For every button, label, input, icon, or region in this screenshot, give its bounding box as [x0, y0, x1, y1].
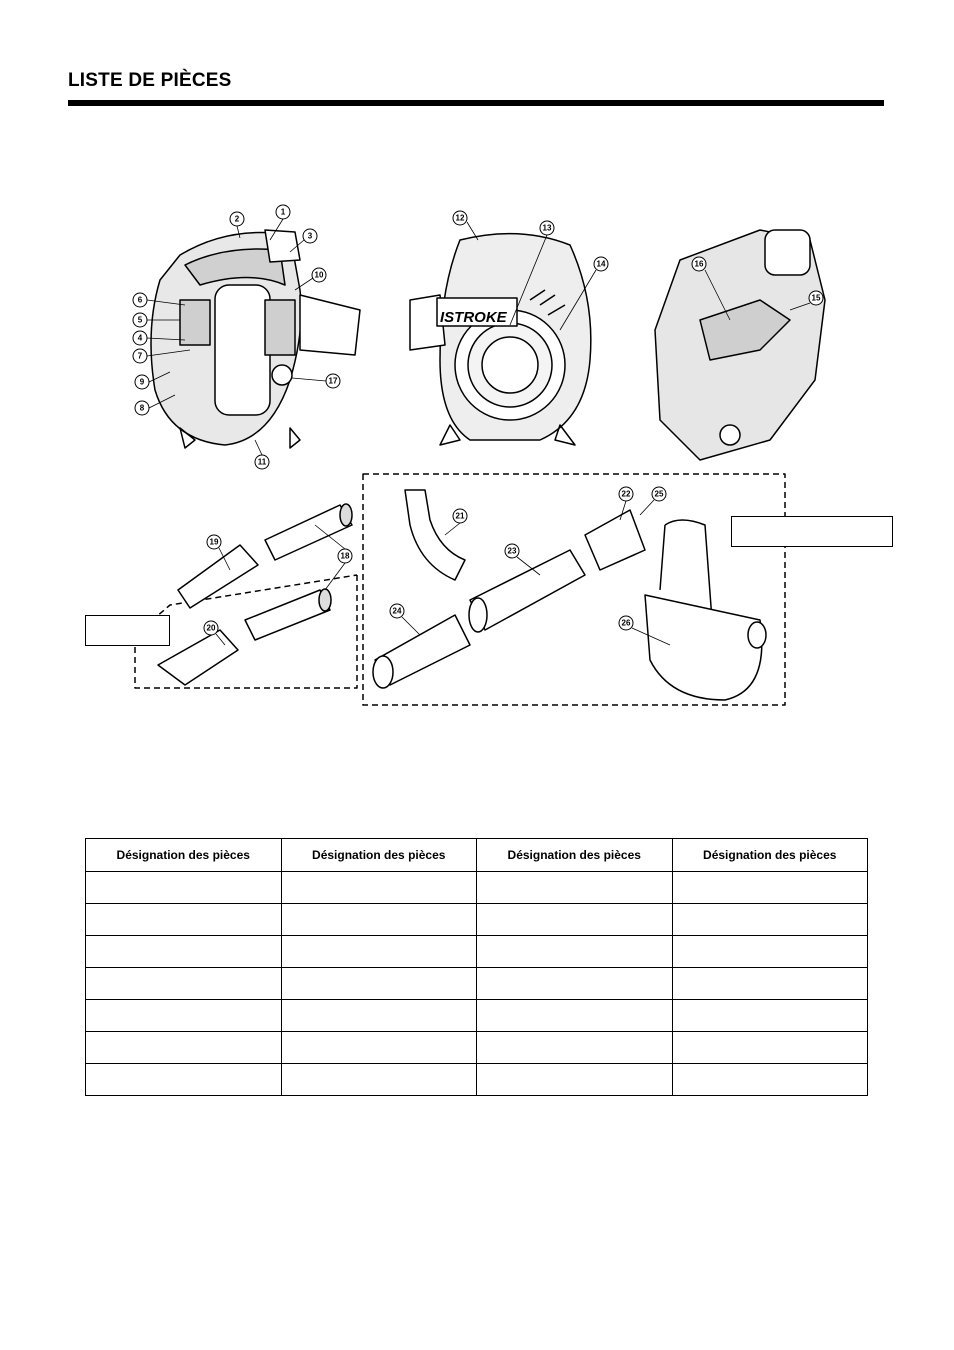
- svg-text:23: 23: [507, 546, 517, 556]
- table-row: [86, 1032, 868, 1064]
- column-header: Désignation des pièces: [672, 839, 868, 872]
- table-cell: [477, 1032, 673, 1064]
- svg-text:16: 16: [694, 259, 704, 269]
- vacuum-kit-parts: [373, 490, 766, 700]
- svg-text:1: 1: [280, 207, 286, 217]
- callout-1: [276, 205, 290, 219]
- table-cell: [672, 968, 868, 1000]
- svg-text:21: 21: [455, 511, 465, 521]
- table-cell: [86, 872, 282, 904]
- svg-text:17: 17: [328, 376, 338, 386]
- svg-text:26: 26: [621, 618, 631, 628]
- page-heading: LISTE DE PIÈCES: [68, 70, 232, 91]
- table-cell: [672, 872, 868, 904]
- table-cell: [281, 904, 477, 936]
- svg-text:22: 22: [621, 489, 631, 499]
- callout-12: [453, 211, 467, 225]
- callout-13: [540, 221, 554, 235]
- callout-23: [505, 544, 519, 558]
- callout-16: [692, 257, 706, 271]
- table-row: [86, 968, 868, 1000]
- callout-10: [312, 268, 326, 282]
- blower-left-view: [151, 230, 360, 448]
- column-header: Désignation des pièces: [281, 839, 477, 872]
- svg-text:3: 3: [307, 231, 313, 241]
- table-cell: [477, 872, 673, 904]
- table-cell: [281, 872, 477, 904]
- callout-2: [230, 212, 244, 226]
- callout-7: [133, 349, 147, 363]
- table-cell: [477, 1064, 673, 1096]
- table-cell: [281, 968, 477, 1000]
- svg-text:25: 25: [654, 489, 664, 499]
- table-cell: [86, 1064, 282, 1096]
- callout-8: [135, 401, 149, 415]
- svg-text:7: 7: [137, 351, 143, 361]
- parts-table: [85, 838, 868, 1096]
- table-cell: [86, 936, 282, 968]
- table-cell: [477, 1000, 673, 1032]
- table-row: [86, 1064, 868, 1096]
- table-row: [86, 1000, 868, 1032]
- callout-20: [204, 621, 218, 635]
- callout-15: [809, 291, 823, 305]
- table-cell: [281, 1000, 477, 1032]
- callout-18a: [338, 549, 352, 563]
- svg-text:11: 11: [257, 457, 267, 467]
- svg-text:13: 13: [542, 223, 552, 233]
- table-cell: [672, 1032, 868, 1064]
- callout-5: [133, 313, 147, 327]
- table-cell: [86, 968, 282, 1000]
- table-row: [86, 904, 868, 936]
- callout-6: [133, 293, 147, 307]
- heading-rule: [68, 100, 884, 106]
- svg-text:10: 10: [314, 270, 324, 280]
- logo-text: ISTROKE: [440, 309, 507, 326]
- callout-19: [207, 535, 221, 549]
- callout-14: [594, 257, 608, 271]
- svg-text:8: 8: [139, 403, 145, 413]
- callout-21: [453, 509, 467, 523]
- table-cell: [672, 936, 868, 968]
- svg-text:20: 20: [206, 623, 216, 633]
- svg-text:19: 19: [209, 537, 219, 547]
- svg-text:14: 14: [596, 259, 606, 269]
- svg-text:5: 5: [137, 315, 143, 325]
- table-cell: [281, 1064, 477, 1096]
- callout-26: [619, 616, 633, 630]
- label-box-right: [731, 516, 893, 547]
- callout-9: [135, 375, 149, 389]
- callout-3: [303, 229, 317, 243]
- svg-text:18: 18: [340, 551, 350, 561]
- callout-24: [390, 604, 404, 618]
- svg-text:4: 4: [137, 333, 143, 343]
- table-cell: [672, 1064, 868, 1096]
- blower-front-view: [410, 234, 591, 445]
- callout-22: [619, 487, 633, 501]
- callout-17: [326, 374, 340, 388]
- table-cell: [672, 904, 868, 936]
- column-header: Désignation des pièces: [86, 839, 282, 872]
- table-cell: [672, 1000, 868, 1032]
- label-box-left: [85, 615, 170, 646]
- table-row: [86, 936, 868, 968]
- table-cell: [477, 968, 673, 1000]
- svg-text:12: 12: [455, 213, 465, 223]
- column-header: Désignation des pièces: [477, 839, 673, 872]
- table-cell: [86, 1032, 282, 1064]
- table-header-row: [86, 839, 868, 872]
- table-cell: [477, 936, 673, 968]
- svg-text:9: 9: [139, 377, 145, 387]
- blower-rear-view: [655, 230, 825, 460]
- table-row: [86, 872, 868, 904]
- svg-text:15: 15: [811, 293, 821, 303]
- svg-text:6: 6: [137, 295, 143, 305]
- callout-25: [652, 487, 666, 501]
- table-cell: [86, 1000, 282, 1032]
- table-cell: [86, 904, 282, 936]
- table-cell: [281, 1032, 477, 1064]
- callout-4: [133, 331, 147, 345]
- table-cell: [477, 904, 673, 936]
- table-cell: [281, 936, 477, 968]
- svg-text:24: 24: [392, 606, 402, 616]
- svg-text:2: 2: [234, 214, 240, 224]
- callout-11: [255, 455, 269, 469]
